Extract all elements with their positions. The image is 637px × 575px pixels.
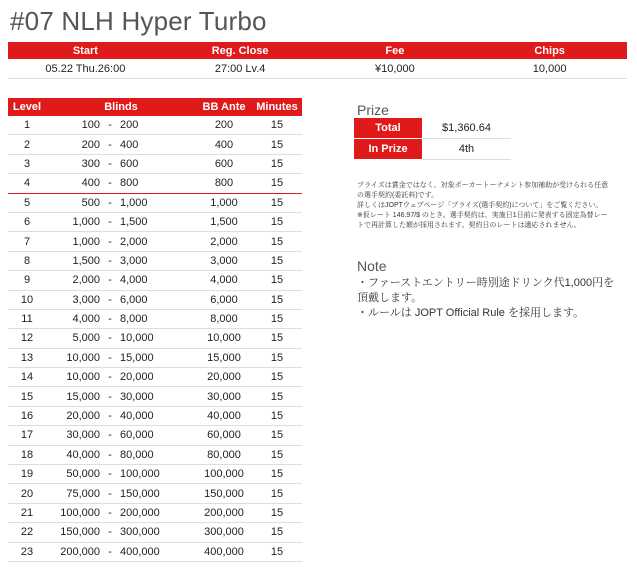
blinds-value — [46, 368, 196, 387]
bb-ante-value: 40,000 — [196, 406, 252, 425]
big-blind: 2,000 — [120, 235, 148, 248]
blind-level-row — [8, 329, 302, 348]
blind-level-row — [8, 368, 302, 387]
bb-ante-value: 80,000 — [196, 445, 252, 464]
blinds-value — [46, 193, 196, 212]
level-number: 2 — [8, 135, 46, 154]
blind-separator: - — [108, 526, 112, 539]
blinds-value — [46, 348, 196, 367]
big-blind: 4,000 — [120, 274, 148, 287]
minutes-value: 15 — [252, 426, 302, 445]
prize-inprize-row — [354, 139, 511, 160]
minutes-value: 15 — [252, 212, 302, 231]
bb-ante-value: 2,000 — [196, 232, 252, 251]
blind-level-row — [8, 348, 302, 367]
reg-close-value: 27:00 Lv.4 — [163, 59, 318, 79]
level-number: 15 — [8, 387, 46, 406]
blind-level-row — [8, 271, 302, 290]
level-number: 20 — [8, 484, 46, 503]
big-blind: 600 — [120, 157, 139, 170]
small-blind: 1,500 — [72, 254, 100, 267]
small-blind: 50,000 — [66, 468, 100, 481]
blinds-value — [46, 174, 196, 193]
blind-level-row — [8, 174, 302, 193]
big-blind: 40,000 — [120, 410, 154, 423]
header-level: Level — [8, 98, 46, 116]
bb-ante-value: 200 — [196, 116, 252, 135]
small-blind: 100,000 — [60, 507, 100, 519]
header-minutes: Minutes — [252, 98, 302, 116]
info-value-row — [8, 59, 627, 79]
blind-separator: - — [108, 138, 112, 151]
minutes-value: 15 — [252, 542, 302, 561]
minutes-value: 15 — [252, 135, 302, 154]
small-blind: 100 — [81, 119, 100, 132]
note-item: ・ファーストエントリー時別途ドリンク代1,000円を頂戴します。 — [357, 277, 615, 304]
prize-total-value: $1,360.64 — [422, 118, 511, 139]
blind-level-row — [8, 212, 302, 231]
blind-separator: - — [108, 235, 112, 248]
blind-separator: - — [108, 390, 112, 403]
blinds-value — [46, 212, 196, 231]
bb-ante-value: 100,000 — [196, 465, 252, 484]
note-item: ・ルールは JOPT Official Rule を採用します。 — [357, 307, 585, 319]
level-number: 14 — [8, 368, 46, 387]
level-number: 6 — [8, 212, 46, 231]
minutes-value: 15 — [252, 251, 302, 270]
bb-ante-value: 1,500 — [196, 212, 252, 231]
prize-heading: Prize — [357, 102, 389, 118]
big-blind: 6,000 — [120, 293, 148, 306]
minutes-value: 15 — [252, 290, 302, 309]
blind-level-row — [8, 503, 302, 522]
blinds-value — [46, 406, 196, 425]
minutes-value: 15 — [252, 154, 302, 173]
big-blind: 3,000 — [120, 254, 148, 267]
note-heading: Note — [357, 258, 387, 274]
level-number: 23 — [8, 542, 46, 561]
prize-note-line: ※仮レート 146.97/$ のとき。選手契約は、実施日1日前に発表する固定為替レートで再計算した額が採用されます。契約日のレートは適応されません。 — [357, 212, 608, 229]
prize-notes — [357, 181, 612, 231]
big-blind: 80,000 — [120, 448, 154, 461]
small-blind: 5,000 — [72, 332, 100, 345]
level-number: 21 — [8, 503, 46, 522]
info-header-row — [8, 42, 627, 59]
small-blind: 30,000 — [66, 429, 100, 442]
tournament-info-table — [8, 42, 627, 79]
blind-level-row — [8, 193, 302, 212]
blinds-value — [46, 290, 196, 309]
minutes-value: 15 — [252, 503, 302, 522]
small-blind: 1,000 — [72, 216, 100, 229]
blind-separator: - — [108, 507, 112, 519]
blind-level-row — [8, 154, 302, 173]
level-number: 5 — [8, 193, 46, 212]
blind-separator: - — [108, 410, 112, 423]
small-blind: 300 — [81, 157, 100, 170]
blind-level-row — [8, 406, 302, 425]
blind-separator: - — [108, 216, 112, 229]
big-blind: 400,000 — [120, 545, 160, 558]
big-blind: 200,000 — [120, 507, 160, 519]
level-number: 18 — [8, 445, 46, 464]
bb-ante-value: 800 — [196, 174, 252, 193]
small-blind: 200,000 — [60, 545, 100, 558]
header-start: Start — [8, 42, 163, 59]
minutes-value: 15 — [252, 387, 302, 406]
blinds-value — [46, 465, 196, 484]
bb-ante-value: 20,000 — [196, 368, 252, 387]
level-number: 10 — [8, 290, 46, 309]
minutes-value: 15 — [252, 174, 302, 193]
minutes-value: 15 — [252, 348, 302, 367]
blind-separator: - — [108, 371, 112, 384]
blind-level-row — [8, 387, 302, 406]
small-blind: 150,000 — [60, 526, 100, 539]
prize-inprize-label: In Prize — [354, 139, 422, 160]
blind-separator: - — [108, 429, 112, 442]
blind-separator: - — [108, 351, 112, 364]
blinds-header-row — [8, 98, 302, 116]
blind-level-row — [8, 309, 302, 328]
level-number: 22 — [8, 523, 46, 542]
level-number: 17 — [8, 426, 46, 445]
minutes-value: 15 — [252, 484, 302, 503]
big-blind: 8,000 — [120, 313, 148, 326]
big-blind: 800 — [120, 177, 139, 190]
bb-ante-value: 400,000 — [196, 542, 252, 561]
blinds-body — [8, 116, 302, 561]
small-blind: 400 — [81, 177, 100, 190]
bb-ante-value: 15,000 — [196, 348, 252, 367]
blinds-value — [46, 542, 196, 561]
minutes-value: 15 — [252, 465, 302, 484]
blind-structure-table — [8, 98, 302, 562]
bb-ante-value: 3,000 — [196, 251, 252, 270]
blinds-value — [46, 426, 196, 445]
blind-level-row — [8, 465, 302, 484]
bb-ante-value: 8,000 — [196, 309, 252, 328]
blind-level-row — [8, 290, 302, 309]
blind-separator: - — [108, 468, 112, 481]
level-number: 12 — [8, 329, 46, 348]
small-blind: 4,000 — [72, 313, 100, 326]
blinds-value — [46, 387, 196, 406]
blind-separator: - — [108, 313, 112, 326]
blind-separator: - — [108, 119, 112, 132]
bb-ante-value: 30,000 — [196, 387, 252, 406]
level-number: 11 — [8, 309, 46, 328]
level-number: 8 — [8, 251, 46, 270]
bb-ante-value: 60,000 — [196, 426, 252, 445]
header-reg-close: Reg. Close — [163, 42, 318, 59]
bb-ante-value: 400 — [196, 135, 252, 154]
big-blind: 30,000 — [120, 390, 154, 403]
level-number: 13 — [8, 348, 46, 367]
blind-separator: - — [108, 293, 112, 306]
blinds-value — [46, 251, 196, 270]
minutes-value: 15 — [252, 329, 302, 348]
bb-ante-value: 200,000 — [196, 503, 252, 522]
big-blind: 60,000 — [120, 429, 154, 442]
blind-level-row — [8, 523, 302, 542]
big-blind: 100,000 — [120, 468, 160, 481]
bb-ante-value: 150,000 — [196, 484, 252, 503]
header-blinds: Blinds — [46, 98, 196, 116]
blinds-value — [46, 154, 196, 173]
blind-level-row — [8, 232, 302, 251]
minutes-value: 15 — [252, 116, 302, 135]
bb-ante-value: 300,000 — [196, 523, 252, 542]
level-number: 7 — [8, 232, 46, 251]
prize-total-label: Total — [354, 118, 422, 139]
blind-separator: - — [108, 254, 112, 267]
big-blind: 150,000 — [120, 487, 160, 500]
big-blind: 300,000 — [120, 526, 160, 539]
bb-ante-value: 6,000 — [196, 290, 252, 309]
header-bb-ante: BB Ante — [196, 98, 252, 116]
small-blind: 10,000 — [66, 351, 100, 364]
blind-separator: - — [108, 157, 112, 170]
blind-level-row — [8, 542, 302, 561]
blind-level-row — [8, 116, 302, 135]
big-blind: 1,000 — [120, 196, 148, 209]
header-fee: Fee — [318, 42, 473, 59]
blind-level-row — [8, 445, 302, 464]
minutes-value: 15 — [252, 523, 302, 542]
minutes-value: 15 — [252, 406, 302, 425]
blind-level-row — [8, 251, 302, 270]
minutes-value: 15 — [252, 193, 302, 212]
bb-ante-value: 600 — [196, 154, 252, 173]
blind-separator: - — [108, 448, 112, 461]
minutes-value: 15 — [252, 368, 302, 387]
bb-ante-value: 4,000 — [196, 271, 252, 290]
small-blind: 500 — [81, 196, 100, 209]
small-blind: 75,000 — [66, 487, 100, 500]
blind-level-row — [8, 426, 302, 445]
fee-value: ¥10,000 — [318, 59, 473, 79]
start-value: 05.22 Thu.26:00 — [8, 59, 163, 79]
small-blind: 2,000 — [72, 274, 100, 287]
bb-ante-value: 1,000 — [196, 193, 252, 212]
level-number: 16 — [8, 406, 46, 425]
prize-table — [354, 118, 511, 160]
prize-total-row — [354, 118, 511, 139]
chips-value: 10,000 — [472, 59, 627, 79]
small-blind: 10,000 — [66, 371, 100, 384]
minutes-value: 15 — [252, 232, 302, 251]
blinds-value — [46, 232, 196, 251]
big-blind: 400 — [120, 138, 139, 151]
big-blind: 15,000 — [120, 351, 154, 364]
prize-note-line: プライズは賞金ではなく、対象ポーカートーナメント参加補助が受けられる任意の選手契約(委託料)です。 — [357, 182, 609, 199]
small-blind: 1,000 — [72, 235, 100, 248]
level-number: 4 — [8, 174, 46, 193]
big-blind: 20,000 — [120, 371, 154, 384]
page-title: #07 NLH Hyper Turbo — [10, 6, 267, 36]
blind-separator: - — [108, 332, 112, 345]
header-chips: Chips — [472, 42, 627, 59]
level-number: 9 — [8, 271, 46, 290]
blind-level-row — [8, 484, 302, 503]
blinds-value — [46, 484, 196, 503]
bb-ante-value: 10,000 — [196, 329, 252, 348]
blinds-value — [46, 116, 196, 135]
minutes-value: 15 — [252, 271, 302, 290]
big-blind: 10,000 — [120, 332, 154, 345]
blinds-value — [46, 523, 196, 542]
blind-separator: - — [108, 545, 112, 558]
big-blind: 200 — [120, 119, 139, 132]
blinds-value — [46, 329, 196, 348]
blind-separator: - — [108, 196, 112, 209]
blind-separator: - — [108, 177, 112, 190]
minutes-value: 15 — [252, 309, 302, 328]
small-blind: 200 — [81, 138, 100, 151]
blinds-value — [46, 135, 196, 154]
minutes-value: 15 — [252, 445, 302, 464]
prize-inprize-value: 4th — [422, 139, 511, 160]
blind-separator: - — [108, 274, 112, 287]
blinds-value — [46, 503, 196, 522]
small-blind: 40,000 — [66, 448, 100, 461]
small-blind: 20,000 — [66, 410, 100, 423]
prize-note-line: 詳しくはJOPTウェブページ「プライズ(選手契約)について」をご覧ください。 — [357, 202, 603, 209]
blinds-value — [46, 445, 196, 464]
blind-separator: - — [108, 487, 112, 500]
level-number: 1 — [8, 116, 46, 135]
small-blind: 3,000 — [72, 293, 100, 306]
small-blind: 15,000 — [66, 390, 100, 403]
blind-level-row — [8, 135, 302, 154]
blinds-value — [46, 309, 196, 328]
big-blind: 1,500 — [120, 216, 148, 229]
level-number: 3 — [8, 154, 46, 173]
blinds-value — [46, 271, 196, 290]
note-list — [357, 276, 622, 321]
level-number: 19 — [8, 465, 46, 484]
